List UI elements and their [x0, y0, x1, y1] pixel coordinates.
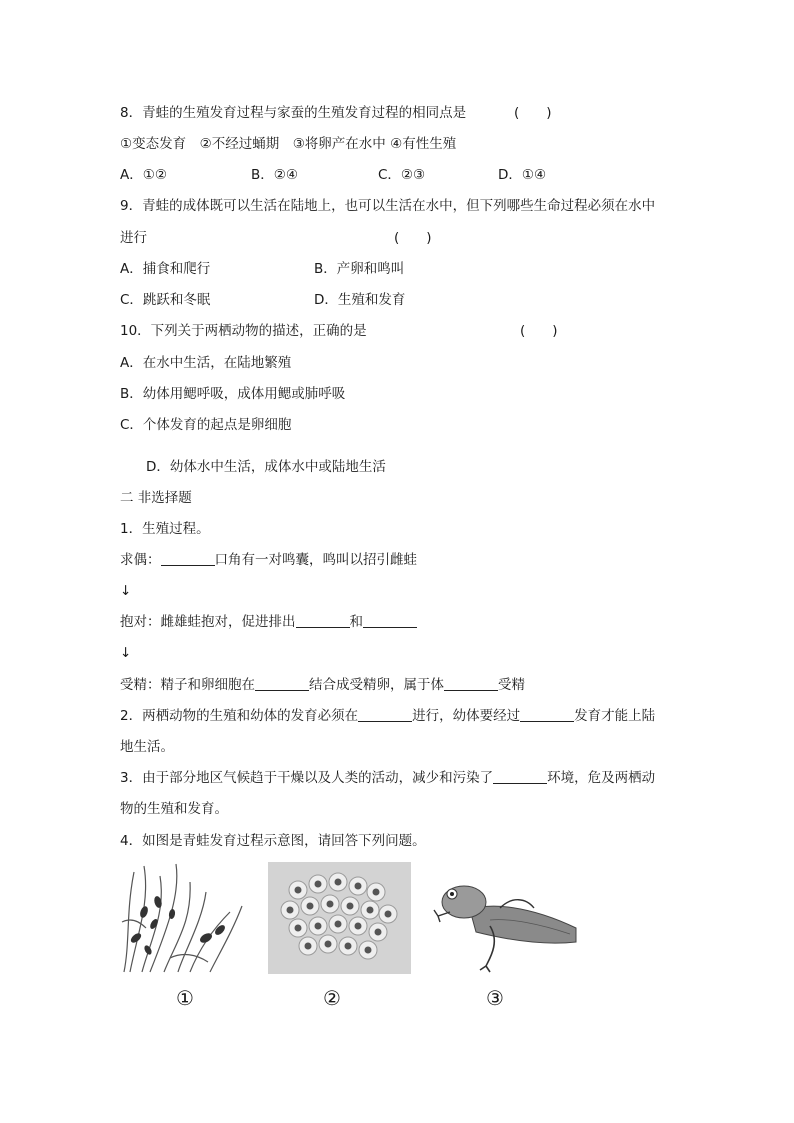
- q8-option-c: C．②③: [378, 167, 426, 183]
- figure-tadpoles: [120, 862, 248, 974]
- figure-label-2: ②: [323, 986, 341, 1010]
- figure-froglet: [430, 862, 580, 974]
- s2-q4-stem: 4．如图是青蛙发育过程示意图，请回答下列问题。: [120, 833, 426, 849]
- figure-frog-eggs: [268, 862, 411, 974]
- q2-text-c: 发育才能上陆: [574, 708, 656, 724]
- fert-blank-2[interactable]: [444, 676, 498, 691]
- tadpoles-illustration: [120, 862, 248, 974]
- q10-answer-paren: ( ): [520, 323, 558, 339]
- down-arrow-1: ↓: [120, 583, 132, 599]
- q8-statements: ①变态发育 ②不经过蛹期 ③将卵产在水中 ④有性生殖: [120, 136, 457, 152]
- fert-blank-1[interactable]: [255, 676, 309, 691]
- q9-option-c: C．跳跃和冬眠: [120, 292, 211, 308]
- s2-q1-amplexus: [120, 613, 417, 631]
- q10-option-c: C．个体发育的起点是卵细胞: [120, 417, 292, 433]
- figure-label-1: ①: [176, 986, 194, 1010]
- s2-q3-line1: [120, 769, 655, 787]
- q2-blank-1[interactable]: [358, 707, 412, 722]
- fert-label: 受精：精子和卵细胞在: [120, 677, 255, 693]
- amplexus-and: 和: [349, 614, 363, 630]
- froglet-illustration: [430, 862, 580, 974]
- amplexus-blank-1[interactable]: [296, 613, 350, 628]
- fert-end: 受精: [498, 677, 525, 693]
- figure-label-3: ③: [486, 986, 504, 1010]
- q2-blank-2[interactable]: [520, 707, 574, 722]
- q8-stem: 8．青蛙的生殖发育过程与家蚕的生殖发育过程的相同点是: [120, 105, 467, 121]
- q3-text-a: 3．由于部分地区气候趋于干燥以及人类的活动，减少和污染了: [120, 770, 494, 786]
- q9-stem-line1: 9．青蛙的成体既可以生活在陆地上，也可以生活在水中，但下列哪些生命过程必须在水中: [120, 198, 656, 214]
- q9-option-d: D．生殖和发育: [314, 292, 406, 308]
- s2-q1-fertilization: [120, 676, 525, 694]
- q9-stem-line2: 进行: [120, 230, 147, 246]
- s2-q3-line2: 物的生殖和发育。: [120, 801, 228, 817]
- s2-q1-title: 1．生殖过程。: [120, 521, 210, 537]
- section2-title: 二 非选择题: [120, 490, 192, 506]
- q8-option-d: D．①④: [498, 167, 547, 183]
- q3-blank[interactable]: [493, 769, 547, 784]
- amplexus-blank-2[interactable]: [363, 613, 417, 628]
- q8-option-b: B．②④: [251, 167, 298, 183]
- courtship-label: 求偶：: [120, 552, 161, 568]
- q10-option-b: B．幼体用鳃呼吸，成体用鳃或肺呼吸: [120, 386, 346, 402]
- down-arrow-2: ↓: [120, 645, 132, 661]
- q8-answer-paren: ( ): [514, 105, 552, 121]
- fert-mid: 结合成受精卵，属于体: [309, 677, 444, 693]
- frog-eggs-illustration: [268, 862, 411, 974]
- s2-q2-line2: 地生活。: [120, 739, 174, 755]
- q8-option-a: A．①②: [120, 167, 167, 183]
- courtship-text: 口角有一对鸣囊，鸣叫以招引雌蛙: [214, 552, 417, 568]
- q2-text-a: 2．两栖动物的生殖和幼体的发育必须在: [120, 708, 359, 724]
- q3-text-b: 环境，危及两栖动: [547, 770, 656, 786]
- s2-q2-line1: [120, 707, 655, 725]
- q9-option-b: B．产卵和鸣叫: [314, 261, 405, 277]
- q10-option-d: D．幼体水中生活，成体水中或陆地生活: [146, 459, 386, 475]
- courtship-blank[interactable]: [161, 551, 215, 566]
- q9-option-a: A．捕食和爬行: [120, 261, 211, 277]
- amplexus-label: 抱对：雌雄蛙抱对，促进排出: [120, 614, 296, 630]
- q10-option-a: A．在水中生活，在陆地繁殖: [120, 355, 292, 371]
- q9-answer-paren: ( ): [394, 230, 432, 246]
- q2-text-b: 进行，幼体要经过: [412, 708, 521, 724]
- q10-stem: 10．下列关于两栖动物的描述，正确的是: [120, 323, 367, 339]
- s2-q1-courtship: [120, 551, 417, 569]
